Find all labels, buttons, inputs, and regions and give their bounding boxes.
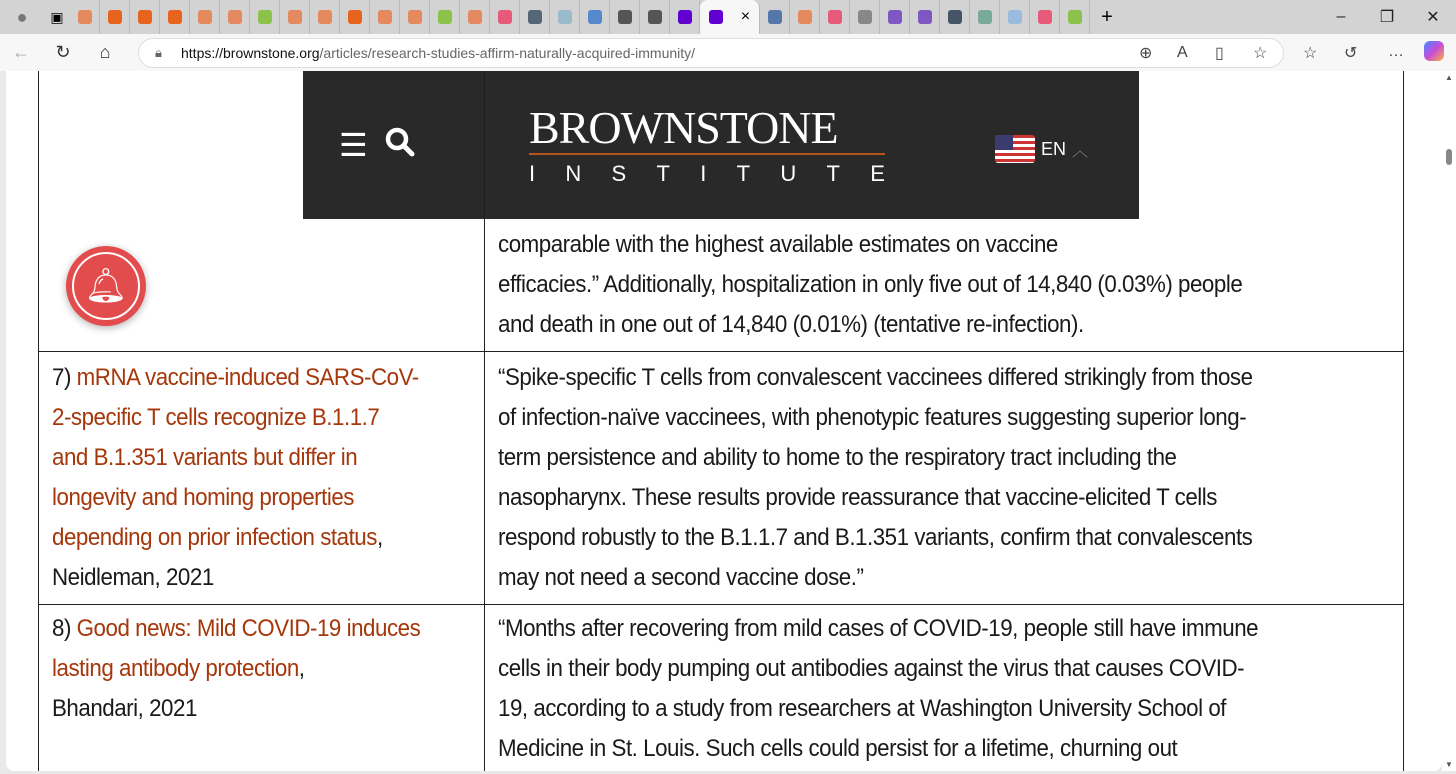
favorite-icon[interactable]: ☆: [1253, 45, 1268, 62]
logo-letter: E: [870, 161, 885, 186]
tab-favicon-icon: [228, 10, 242, 24]
reader-view-icon[interactable]: ▯: [1215, 45, 1224, 62]
browser-tab[interactable]: [1030, 0, 1060, 34]
browser-tab[interactable]: [100, 0, 130, 34]
tab-favicon-icon: [588, 10, 602, 24]
scrollbar[interactable]: [1442, 71, 1456, 771]
browser-tab[interactable]: [370, 0, 400, 34]
browser-tab[interactable]: [70, 0, 100, 34]
browser-tab[interactable]: [580, 0, 610, 34]
study-link[interactable]: mRNA vaccine-induced SARS-CoV-: [76, 364, 419, 391]
logo-letter: I: [700, 161, 707, 186]
browser-tab[interactable]: [520, 0, 550, 34]
tab-favicon-icon: [198, 10, 212, 24]
tab-favicon-icon: [648, 10, 662, 24]
menu-icon[interactable]: ☰: [339, 127, 368, 163]
browser-tab[interactable]: [250, 0, 280, 34]
tab-strip: [0, 0, 1456, 34]
tab-favicon-icon: [978, 10, 992, 24]
tab-favicon-icon: [438, 10, 452, 24]
tab-actions-icon[interactable]: ▣: [50, 8, 64, 25]
browser-tab[interactable]: [490, 0, 520, 34]
tab-favicon-icon: [768, 10, 782, 24]
logo-underline: [529, 153, 885, 155]
browser-tab[interactable]: [460, 0, 490, 34]
tab-favicon-icon: [678, 10, 692, 24]
tab-favicon-icon: [948, 10, 962, 24]
row-divider: [38, 604, 1404, 605]
logo-letter: N: [565, 161, 582, 186]
tab-favicon-icon: [558, 10, 572, 24]
browser-tab[interactable]: [430, 0, 460, 34]
study-link[interactable]: longevity and homing properties: [52, 484, 354, 511]
tab-favicon-icon: [618, 10, 632, 24]
table-cell-quote: “Spike-specific T cells from convalescent vaccinees differed strikingly from those of infection-naïve vaccinees, with phenotypic features suggesting superior long- term persistence and ability to home to the respiratory tract including the nasopharynx. These results provide reassurance that vaccine-elicited T cells respond robustly to the B.1.1.7 and B.1.351 variants, confirm that convalescents may not need a second vaccine dose.”: [498, 364, 1253, 591]
tab-favicon-icon: [528, 10, 542, 24]
browser-tab[interactable]: [1060, 0, 1090, 34]
browser-tab[interactable]: [970, 0, 1000, 34]
tab-favicon-icon: [258, 10, 272, 24]
tab-favicon-icon: [828, 10, 842, 24]
logo-letter: T: [656, 161, 670, 186]
browser-tab[interactable]: [310, 0, 340, 34]
browser-tab[interactable]: [130, 0, 160, 34]
lock-icon: 🔒︎: [155, 45, 162, 60]
bell-icon: 🔔︎: [84, 267, 128, 305]
read-aloud-icon[interactable]: A: [1177, 44, 1188, 61]
tab-favicon-icon: [918, 10, 932, 24]
browser-tab[interactable]: [280, 0, 310, 34]
search-icon[interactable]: [385, 127, 415, 157]
back-icon[interactable]: ←: [12, 42, 30, 62]
logo-letter: S: [611, 161, 627, 186]
logo-letter: U: [780, 161, 797, 186]
scroll-up-icon[interactable]: ▲: [1445, 73, 1453, 82]
browser-tab[interactable]: [1000, 0, 1030, 34]
study-link[interactable]: depending on prior infection status: [52, 524, 377, 551]
browser-tab[interactable]: [880, 0, 910, 34]
tab-favicon-icon: [1008, 10, 1022, 24]
notification-bell-button[interactable]: [66, 246, 146, 326]
tab-favicon-icon: [318, 10, 332, 24]
tab-favicon-icon: [108, 10, 122, 24]
browser-tab[interactable]: [220, 0, 250, 34]
tab-favicon-icon: [888, 10, 902, 24]
tab-favicon-icon: [348, 10, 362, 24]
study-link[interactable]: and B.1.351 variants but differ in: [52, 444, 358, 471]
study-link[interactable]: 2-specific T cells recognize B.1.1.7: [52, 404, 380, 431]
logo-subtitle: [529, 161, 885, 187]
table-border-left: [38, 71, 39, 771]
restore-button[interactable]: ❐: [1379, 9, 1395, 26]
browser-tab[interactable]: [550, 0, 580, 34]
favorites-icon[interactable]: ☆: [1303, 45, 1318, 62]
language-selector[interactable]: EN ︿: [995, 135, 1088, 163]
close-window-button[interactable]: ✕: [1426, 9, 1440, 26]
browser-tab[interactable]: [790, 0, 820, 34]
row-divider: [38, 351, 1404, 352]
zoom-icon[interactable]: ⊕: [1139, 45, 1153, 62]
history-icon[interactable]: ↺: [1344, 45, 1358, 62]
page-content: [6, 71, 1442, 771]
browser-tab[interactable]: [640, 0, 670, 34]
tab-favicon-icon: [1068, 10, 1082, 24]
url-input[interactable]: 🔒︎ https://brownstone.org /articles/research-studies-affirm-naturally-acquired-immunity/ ⊕ A ▯ ☆: [138, 38, 1284, 68]
browser-tab[interactable]: [850, 0, 880, 34]
table-cell-study: 7) mRNA vaccine-induced SARS-CoV- 2-specific T cells recognize B.1.1.7 and B.1.351 variants but differ in longevity and homing properties depending on prior infection status, Neidleman, 2021: [52, 364, 419, 591]
us-flag-icon: [995, 135, 1035, 163]
browser-tab[interactable]: [190, 0, 220, 34]
close-tab-icon[interactable]: ×: [740, 8, 751, 25]
table-cell-quote: comparable with the highest available estimates on vaccine efficacies.” Additionally, hospitalization in only five out of 14,840 (0.03%) people and death in one out of 14,840 (0.01%) (tentative re-infection).: [498, 231, 1243, 338]
scroll-down-icon[interactable]: ▼: [1445, 760, 1453, 769]
study-link[interactable]: lasting antibody protection: [52, 655, 299, 682]
tab-favicon-icon: [78, 10, 92, 24]
tab-favicon-icon: [378, 10, 392, 24]
tab-favicon-icon: [498, 10, 512, 24]
table-border-right: [1403, 71, 1404, 771]
logo-letter: T: [826, 161, 840, 186]
tab-favicon-icon: [858, 10, 872, 24]
minimize-button[interactable]: –: [1336, 8, 1346, 25]
tab-favicon-icon: [468, 10, 482, 24]
tab-favicon-icon: [408, 10, 422, 24]
copilot-icon[interactable]: [1424, 41, 1444, 61]
logo-letter: T: [736, 161, 751, 186]
browser-tab[interactable]: [400, 0, 430, 34]
profile-icon[interactable]: ●: [16, 6, 28, 27]
new-tab-button[interactable]: +: [1101, 5, 1113, 28]
study-link[interactable]: Good news: Mild COVID-19 induces: [76, 615, 421, 642]
chevron-up-icon: ︿: [1072, 142, 1089, 160]
logo-letter: I: [529, 161, 536, 186]
site-header: ☰ BROWNSTONE I N S T I T U T E EN ︿: [303, 71, 1139, 219]
address-bar-row: [0, 34, 1456, 71]
tab-favicon-icon: [798, 10, 812, 24]
browser-tab[interactable]: [670, 0, 700, 34]
browser-tab[interactable]: [160, 0, 190, 34]
browser-tab[interactable]: [940, 0, 970, 34]
scrollbar-thumb[interactable]: [1446, 149, 1452, 165]
tab-favicon-icon: [1038, 10, 1052, 24]
browser-tab[interactable]: [340, 0, 370, 34]
tab-favicon-icon: [168, 10, 182, 24]
browser-tab[interactable]: [760, 0, 790, 34]
refresh-icon[interactable]: ↻: [55, 42, 71, 62]
tab-favicon-icon: [288, 10, 302, 24]
browser-tab[interactable]: [610, 0, 640, 34]
table-cell-quote: “Months after recovering from mild cases of COVID-19, people still have immune cells in their body pumping out antibodies against the virus that causes COVID- 19, according to a study from researchers at Washington University School of Medicine in St. Louis. Such cells could persist for a lifetime, churning out: [498, 615, 1259, 762]
more-icon[interactable]: …: [1388, 43, 1404, 60]
home-icon[interactable]: ⌂: [99, 42, 111, 62]
browser-tab[interactable]: [820, 0, 850, 34]
table-cell-study: 8) Good news: Mild COVID-19 induces lasting antibody protection, Bhandari, 2021: [52, 615, 421, 722]
tab-active[interactable]: [700, 0, 760, 34]
browser-tab[interactable]: [910, 0, 940, 34]
tab-favicon-icon: [138, 10, 152, 24]
